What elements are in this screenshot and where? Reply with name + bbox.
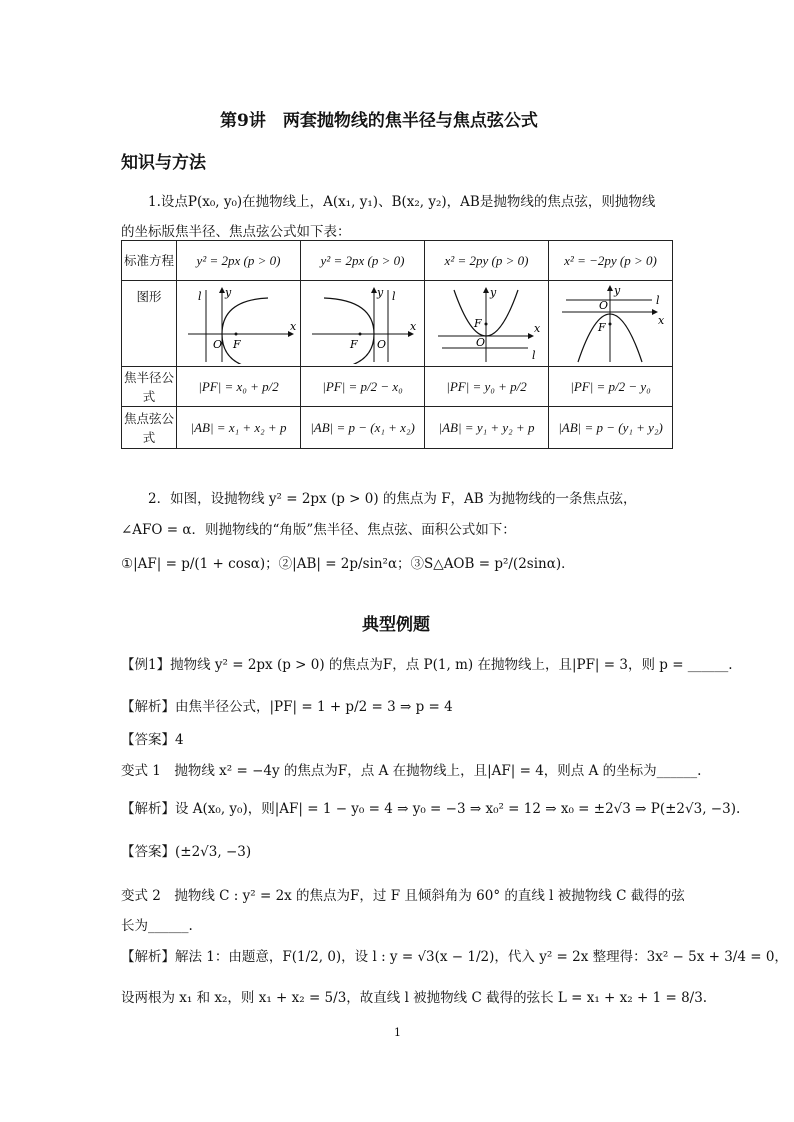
label-l: l bbox=[531, 348, 536, 362]
page-title: 第9讲 两套抛物线的焦半径与焦点弦公式 bbox=[220, 111, 538, 131]
label-x: x bbox=[657, 313, 664, 327]
table-row-label-radius: 焦半径公式 bbox=[122, 367, 177, 407]
chord-cell: |AB| = p − (x₁ + x₂) bbox=[301, 407, 425, 449]
chord-cell: |AB| = x₁ + x₂ + p bbox=[177, 407, 301, 449]
chord-cell: |AB| = p − (y₁ + y₂) bbox=[549, 407, 673, 449]
example1-solution: 【解析】由焦半径公式，|PF| = 1 + p/2 = 3 ⇒ p = 4 bbox=[121, 699, 453, 715]
variant1-answer: 【答案】(±2√3, −3) bbox=[121, 844, 252, 860]
variant2-solution-line2: 设两根为 x₁ 和 x₂，则 x₁ + x₂ = 5/3，故直线 l 被抛物线 C 截得的弦长 L = x₁ + x₂ + 1 = 8/3. bbox=[121, 990, 708, 1006]
variant1-solution: 【解析】设 A(x₀, y₀)，则|AF| = 1 − y₀ = 4 ⇒ y₀ = −3 ⇒ x₀² = 12 ⇒ x₀ = ±2√3 ⇒ P(±2√3, −3). bbox=[121, 801, 741, 817]
table-header-equation: 标准方程 bbox=[122, 241, 177, 281]
focus-point bbox=[484, 322, 487, 325]
para2-line1: 2．如图，设抛物线 y² = 2px (p > 0) 的焦点为 F，AB 为抛物线的一条焦点弦， bbox=[148, 491, 637, 507]
figure-cell bbox=[425, 281, 549, 367]
label-l: l bbox=[655, 293, 660, 307]
label-F: F bbox=[349, 337, 358, 351]
label-y: y bbox=[613, 283, 620, 297]
table-row-label-chord: 焦点弦公式 bbox=[122, 407, 177, 449]
parabola-curve bbox=[324, 298, 374, 364]
equation-cell: x² = −2py (p > 0) bbox=[549, 241, 673, 281]
label-y: y bbox=[224, 285, 231, 299]
parabola-left-figure bbox=[304, 284, 422, 364]
label-F: F bbox=[597, 320, 606, 334]
label-y: y bbox=[489, 285, 496, 299]
table-row-label-figure: 图形 bbox=[122, 281, 177, 367]
parabola-right-figure bbox=[180, 284, 298, 364]
variant2-solution-line1: 【解析】解法 1：由题意，F(1/2, 0)，设 l : y = √3(x − 1/2)，代入 y² = 2x 整理得：3x² − 5x + 3/4 = 0， bbox=[121, 949, 788, 965]
focus-point bbox=[358, 332, 361, 335]
radius-cell: |PF| = p/2 − y₀ bbox=[549, 367, 673, 407]
figure-cell bbox=[301, 281, 425, 367]
equation-cell: y² = 2px (p > 0) bbox=[301, 241, 425, 281]
label-x: x bbox=[533, 321, 540, 335]
section-heading-knowledge: 知识与方法 bbox=[121, 153, 206, 173]
page-number: 1 bbox=[394, 1026, 401, 1039]
y-axis-arrow bbox=[483, 287, 489, 293]
y-axis-arrow bbox=[607, 285, 613, 291]
figure-cell bbox=[177, 281, 301, 367]
para2-line2: ∠AFO = α．则抛物线的“角版”焦半径、焦点弦、面积公式如下： bbox=[121, 522, 516, 538]
variant2-question-line1: 变式 2 抛物线 C : y² = 2x 的焦点为F，过 F 且倾斜角为 60° 的直线 l 被抛物线 C 截得的弦 bbox=[121, 888, 685, 904]
parabola-up-figure bbox=[428, 284, 546, 364]
label-y: y bbox=[376, 285, 383, 299]
radius-cell: |PF| = x₀ + p/2 bbox=[177, 367, 301, 407]
label-O: O bbox=[212, 337, 222, 351]
para1-line1: 1.设点P(x₀, y₀)在抛物线上，A(x₁, y₁)、B(x₂, y₂)，AB是抛物线的焦点弦，则抛物线 bbox=[148, 194, 656, 210]
section-heading-examples: 典型例题 bbox=[362, 615, 430, 635]
radius-cell: |PF| = p/2 − x₀ bbox=[301, 367, 425, 407]
variant1-question: 变式 1 抛物线 x² = −4y 的焦点为F，点 A 在抛物线上，且|AF| = 4，则点 A 的坐标为______. bbox=[121, 763, 702, 779]
variant2-question-line2: 长为______. bbox=[121, 918, 193, 934]
focus-point bbox=[234, 332, 237, 335]
example1-answer: 【答案】4 bbox=[121, 732, 184, 748]
label-x: x bbox=[289, 319, 296, 333]
formula-table bbox=[121, 240, 673, 449]
figure-cell bbox=[549, 281, 673, 367]
equation-cell: y² = 2px (p > 0) bbox=[177, 241, 301, 281]
focus-point bbox=[608, 322, 611, 325]
example1-question: 【例1】抛物线 y² = 2px (p > 0) 的焦点为F，点 P(1, m) 在抛物线上，且|PF| = 3，则 p = ______. bbox=[121, 657, 733, 673]
label-O: O bbox=[475, 335, 485, 349]
equation-cell: x² = 2py (p > 0) bbox=[425, 241, 549, 281]
label-x: x bbox=[409, 319, 416, 333]
chord-cell: |AB| = y₁ + y₂ + p bbox=[425, 407, 549, 449]
label-F: F bbox=[473, 316, 482, 330]
label-F: F bbox=[232, 337, 241, 351]
label-l: l bbox=[391, 289, 396, 303]
label-l: l bbox=[197, 289, 202, 303]
para2-line3: ①|AF| = p/(1 + cosα)；②|AB| = 2p/sin²α；③S△AOB = p²/(2sinα)． bbox=[121, 556, 575, 572]
label-O: O bbox=[376, 337, 386, 351]
radius-cell: |PF| = y₀ + p/2 bbox=[425, 367, 549, 407]
parabola-curve bbox=[222, 298, 268, 364]
para1-line2: 的坐标版焦半径、焦点弦公式如下表： bbox=[121, 224, 351, 240]
parabola-down-figure bbox=[552, 284, 670, 364]
label-O: O bbox=[598, 298, 608, 312]
